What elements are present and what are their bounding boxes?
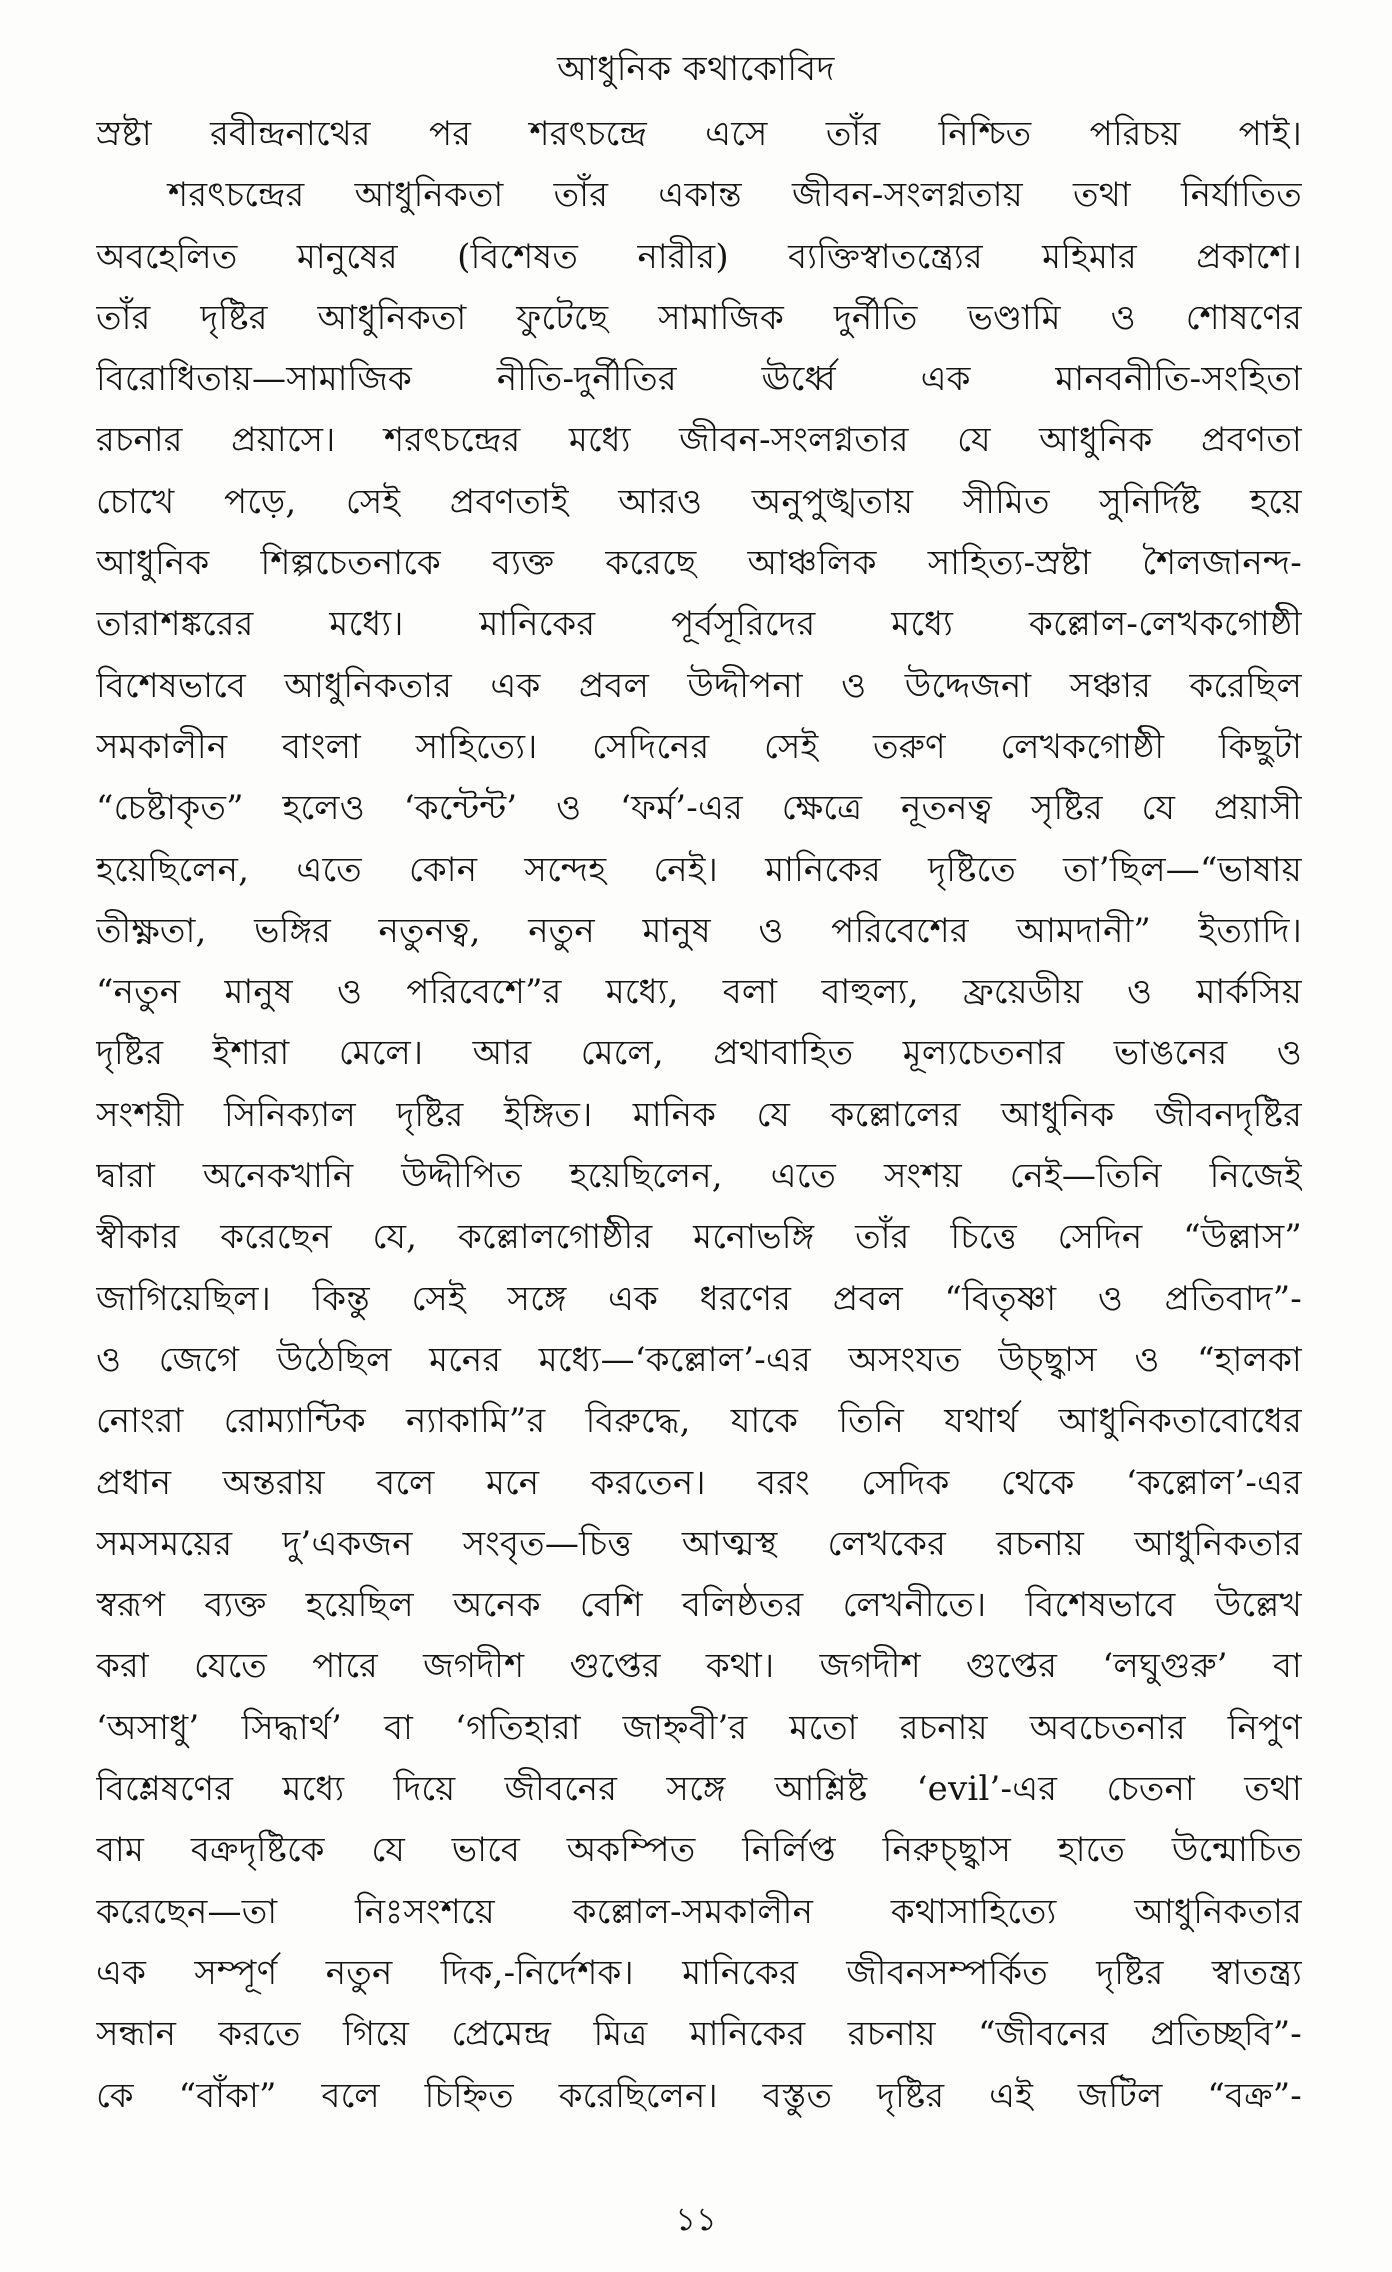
page-number: ১১ xyxy=(675,2200,717,2238)
text-line: সমকালীন বাংলা সাহিত্যে। সেদিনের সেই তরুণ লেখকগোষ্ঠী কিছুটা xyxy=(96,726,1302,767)
text-line: তাঁর দৃষ্টির আধুনিকতা ফুটেছে সামাজিক দুর্নীতি ভণ্ডামি ও শোষণের xyxy=(96,297,1302,338)
text-line: প্রধান অন্তরায় বলে মনে করতেন। বরং সেদিক থেকে ‘কল্লোল’-এর xyxy=(96,1462,1302,1503)
text-line: জাগিয়েছিল। কিন্তু সেই সঙ্গে এক ধরণের প্রবল “বিতৃষ্ণা ও প্রতিবাদ”- xyxy=(96,1278,1302,1319)
text-line: এক সম্পূর্ণ নতুন দিক,-নির্দেশক। মানিকের জীবনসম্পর্কিত দৃষ্টির স্বাতন্ত্র্য xyxy=(96,1952,1302,1993)
text-line: অবহেলিত মানুষের (বিশেষত নারীর) ব্যক্তিস্বাতন্ত্র্যের মহিমার প্রকাশে। xyxy=(96,236,1302,277)
paragraph-first-line: শরৎচন্দ্রের আধুনিকতা তাঁর একান্ত জীবন-সংলগ্নতায় তথা নির্যাতিত xyxy=(168,175,1302,216)
text-line: বিরোধিতায়—সামাজিক নীতি-দুর্নীতির ঊর্ধ্বে এক মানবনীতি-সংহিতা xyxy=(96,359,1302,400)
text-line: করা যেতে পারে জগদীশ গুপ্তের কথা। জগদীশ গুপ্তের ‘লঘুগুরু’ বা xyxy=(96,1646,1302,1687)
text-line: স্বরূপ ব্যক্ত হয়েছিল অনেক বেশি বলিষ্ঠতর লেখনীতে। বিশেষভাবে উল্লেখ xyxy=(96,1585,1302,1626)
text-line: দৃষ্টির ইশারা মেলে। আর মেলে, প্রথাবাহিত মূল্যচেতনার ভাঙনের ও xyxy=(96,1033,1302,1074)
text-line: হয়েছিলেন, এতে কোন সন্দেহ নেই। মানিকের দৃষ্টিতে তা’ছিল—“ভাষায় xyxy=(96,849,1302,890)
text-line: ‘অসাধু’ সিদ্ধার্থ’ বা ‘গতিহারা জাহ্নবী’র মতো রচনায় অবচেতনার নিপুণ xyxy=(96,1707,1302,1748)
text-line: দ্বারা অনেকখানি উদ্দীপিত হয়েছিলেন, এতে সংশয় নেই—তিনি নিজেই xyxy=(96,1156,1302,1197)
text-line: “নতুন মানুষ ও পরিবেশে”র মধ্যে, বলা বাহুল্য, ফ্রয়েডীয় ও মার্কসিয় xyxy=(96,972,1302,1013)
text-line: স্রষ্টা রবীন্দ্রনাথের পর শরৎচন্দ্রে এসে তাঁর নিশ্চিত পরিচয় পাই। xyxy=(96,114,1302,154)
text-line: সন্ধান করতে গিয়ে প্রেমেন্দ্র মিত্র মানিকের রচনায় “জীবনের প্রতিচ্ছবি”- xyxy=(96,2014,1302,2055)
text-line: “চেষ্টাকৃত” হলেও ‘কন্টেন্ট’ ও ‘ফর্ম’-এর ক্ষেত্রে নূতনত্ব সৃষ্টির যে প্রয়াসী xyxy=(96,788,1302,829)
text-line: তীক্ষ্ণতা, ভঙ্গির নতুনত্ব, নতুন মানুষ ও পরিবেশের আমদানী” ইত্যাদি। xyxy=(96,910,1302,951)
text-line: সংশয়ী সিনিক্যাল দৃষ্টির ইঙ্গিত। মানিক যে কল্লোলের আধুনিক জীবনদৃষ্টির xyxy=(96,1094,1302,1135)
text-line: নোংরা রোম্যান্টিক ন্যাকামি”র বিরুদ্ধে, যাকে তিনি যথার্থ আধুনিকতাবোধের xyxy=(96,1401,1302,1442)
text-line: আধুনিক শিল্পচেতনাকে ব্যক্ত করেছে আঞ্চলিক সাহিত্য-স্রষ্টা শৈলজানন্দ- xyxy=(96,543,1302,584)
running-head: আধুনিক কথাকোবিদ xyxy=(557,49,835,89)
text-line: বিশেষভাবে আধুনিকতার এক প্রবল উদ্দীপনা ও উদ্দেজনা সঞ্চার করেছিল xyxy=(96,665,1302,706)
text-line: সমসময়ের দু’একজন সংবৃত—চিত্ত আত্মস্থ লেখকের রচনায় আধুনিকতার xyxy=(96,1523,1302,1564)
text-line: তারাশঙ্করের মধ্যে। মানিকের পূর্বসূরিদের মধ্যে কল্লোল-লেখকগোষ্ঠী xyxy=(96,604,1302,645)
body-text xyxy=(96,104,1302,2127)
text-line: স্বীকার করেছেন যে, কল্লোলগোষ্ঠীর মনোভঙ্গি তাঁর চিত্তে সেদিন “উল্লাস” xyxy=(96,1217,1302,1258)
text-line: কে “বাঁকা” বলে চিহ্নিত করেছিলেন। বস্তুত দৃষ্টির এই জটিল “বক্র”- xyxy=(96,2075,1302,2116)
text-line: ও জেগে উঠেছিল মনের মধ্যে—‘কল্লোল’-এর অসংযত উচ্ছ্বাস ও “হালকা xyxy=(96,1339,1302,1380)
text-line: করেছেন—তা নিঃসংশয়ে কল্লোল-সমকালীন কথাসাহিত্যে আধুনিকতার xyxy=(96,1891,1302,1932)
text-line: বিশ্লেষণের মধ্যে দিয়ে জীবনের সঙ্গে আশ্লিষ্ট ‘evil’-এর চেতনা তথা xyxy=(96,1769,1302,1810)
text-line: চোখে পড়ে, সেই প্রবণতাই আরও অনুপুঙ্খতায় সীমিত সুনির্দিষ্ট হয়ে xyxy=(96,481,1302,522)
text-line: বাম বক্রদৃষ্টিকে যে ভাবে অকম্পিত নির্লিপ্ত নিরুচ্ছ্বাস হাতে উন্মোচিত xyxy=(96,1830,1302,1871)
text-line: রচনার প্রয়াসে। শরৎচন্দ্রের মধ্যে জীবন-সংলগ্নতার যে আধুনিক প্রবণতা xyxy=(96,420,1302,461)
